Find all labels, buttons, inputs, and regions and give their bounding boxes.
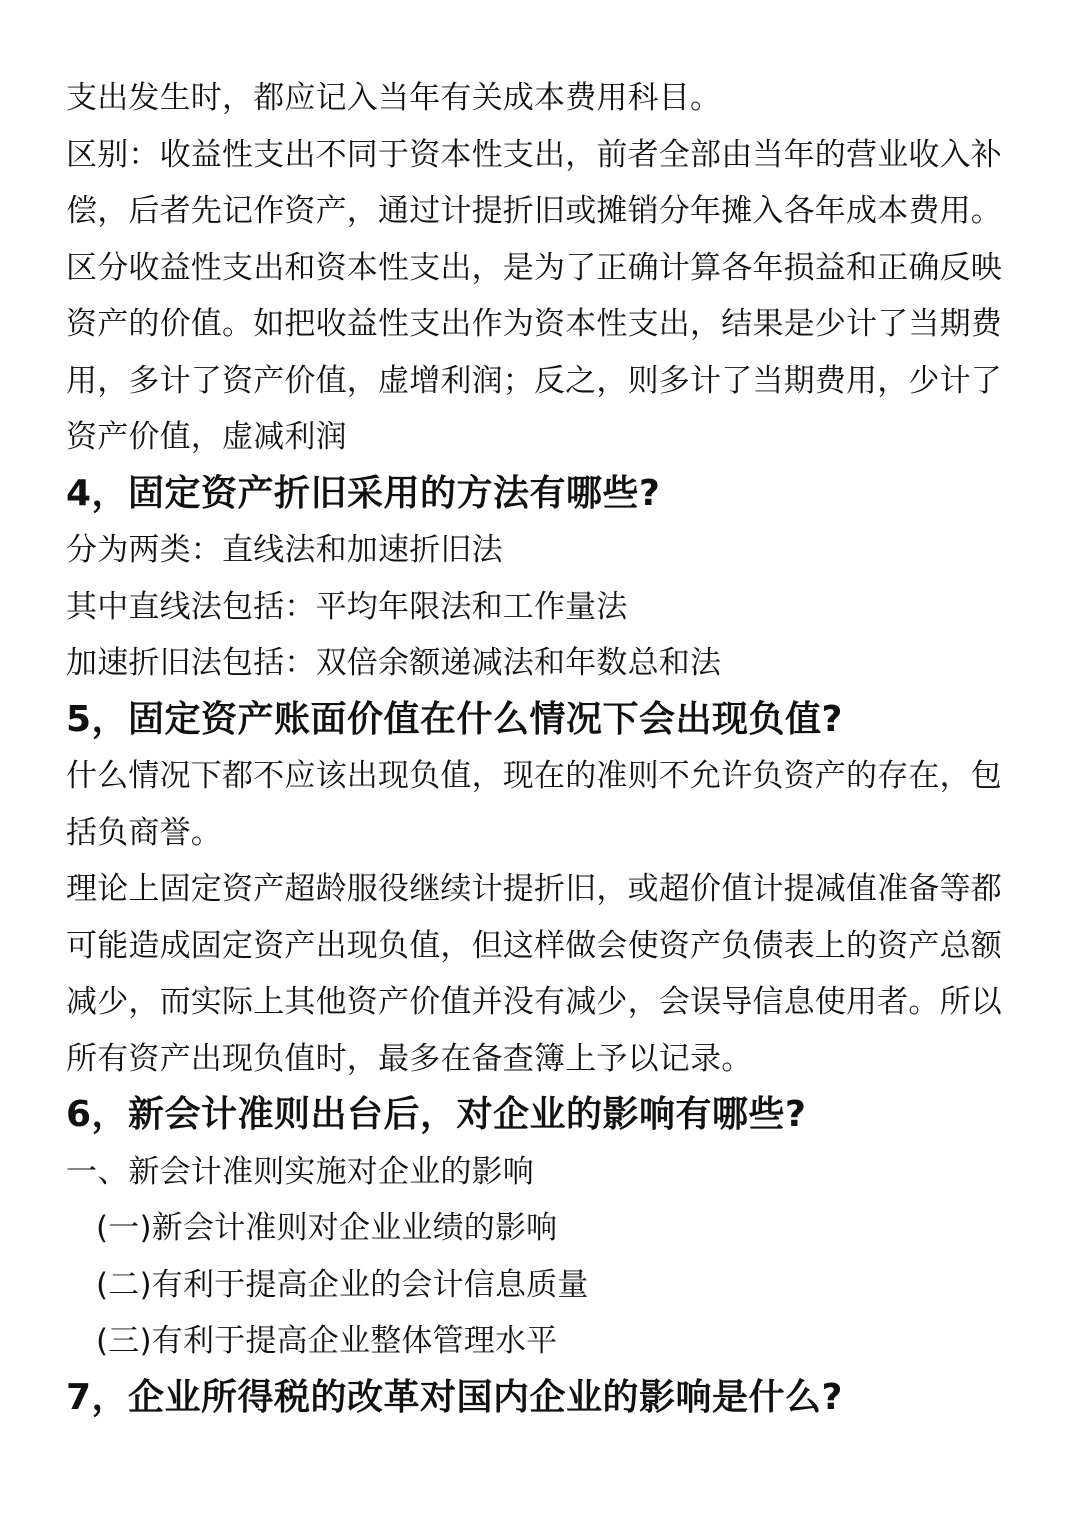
- heading-q4: 4，固定资产折旧采用的方法有哪些?: [66, 472, 661, 514]
- heading-q7: 7，企业所得税的改革对国内企业的影响是什么?: [66, 1376, 843, 1418]
- heading-q6: 6，新会计准则出台后，对企业的影响有哪些?: [66, 1094, 807, 1135]
- list-item-3: (三)有利于提高企业整体管理水平: [96, 1323, 558, 1359]
- paragraph-theory: 理论上固定资产超龄服役继续计提折旧，或超价值计提减值准备等都可能造成固定资产出现负值，但这样做会使资产负债表上的资产总额减少，而实际上其他资产价值并没有减少，会误导信息使用者。所以所有资产出现负值时，最多在备查簿上予以记录。: [66, 871, 1002, 1077]
- list-heading-impact: 一、新会计准则实施对企业的影响: [66, 1153, 534, 1190]
- paragraph-straight-line: 其中直线法包括：平均年限法和工作量法: [66, 588, 628, 625]
- list-item-1: (一)新会计准则对企业业绩的影响: [96, 1210, 558, 1246]
- paragraph-no-negative: 什么情况下都不应该出现负值，现在的准则不允许负资产的存在，包括负商誉。: [66, 758, 1002, 851]
- document-page: [66, 70, 1018, 1426]
- list-item-2: (二)有利于提高企业的会计信息质量: [96, 1266, 589, 1303]
- heading-q5: 5，固定资产账面价值在什么情况下会出现负值?: [66, 698, 843, 740]
- paragraph-accelerated: 加速折旧法包括：双倍余额递减法和年数总和法: [66, 645, 722, 681]
- paragraph-two-types: 分为两类：直线法和加速折旧法: [66, 532, 503, 568]
- paragraph-expense-note: 支出发生时，都应记入当年有关成本费用科目。: [66, 80, 722, 116]
- paragraph-difference: 区别：收益性支出不同于资本性支出，前者全部由当年的营业收入补偿，后者先记作资产，通过计提折旧或摊销分年摊入各年成本费用。区分收益性支出和资本性支出，是为了正确计算各年损益和正确反映资产的价值。如把收益性支出作为资本性支出，结果是少计了当期费用，多计了资产价值，虚增利润；反之，则多计了当期费用，少计了资产价值，虚减利润: [66, 136, 1002, 455]
